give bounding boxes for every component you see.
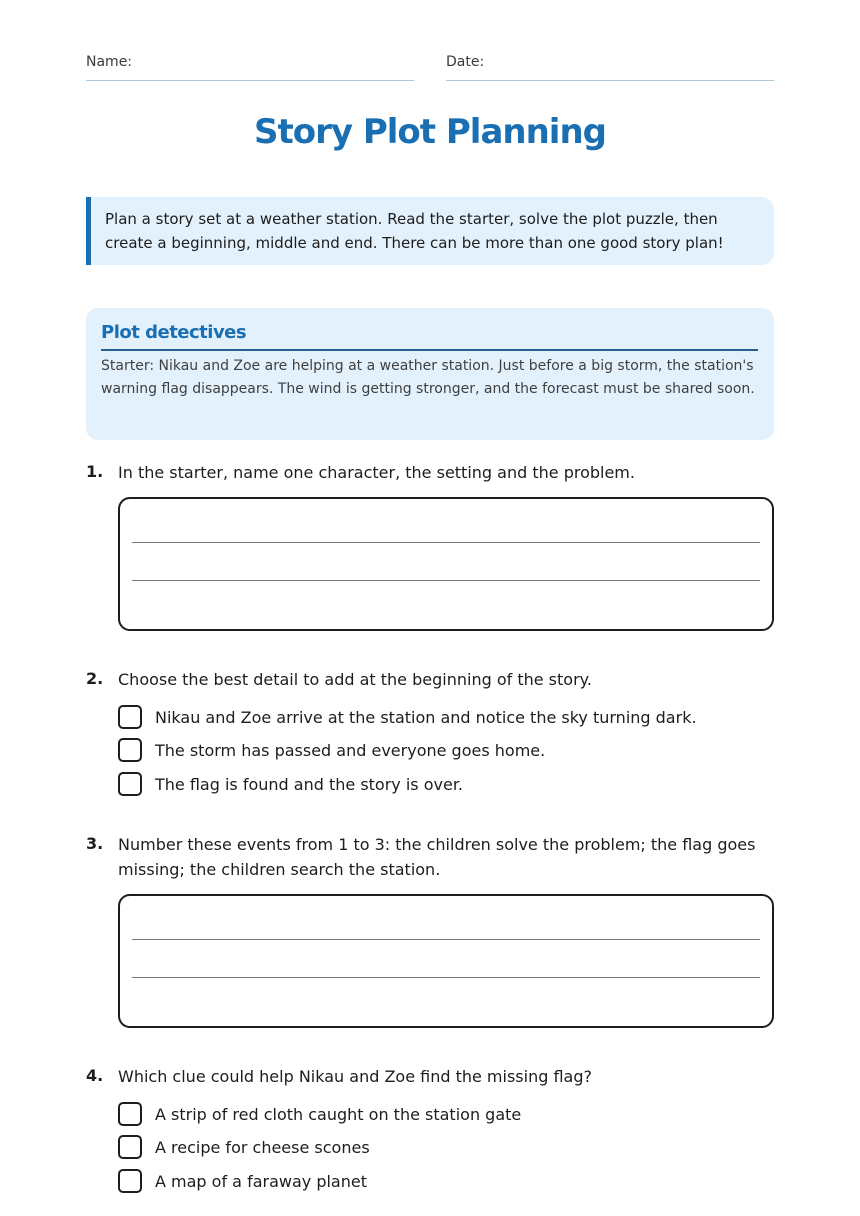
name-field[interactable]: [86, 54, 414, 81]
checkbox[interactable]: [118, 772, 142, 796]
checkbox[interactable]: [118, 1102, 142, 1126]
option-label: Nikau and Zoe arrive at the station and notice the sky turning dark.: [155, 707, 697, 727]
name-label: Name:: [86, 54, 133, 70]
plot-detectives-heading: Plot detectives: [101, 322, 758, 351]
option-label: A recipe for cheese scones: [155, 1137, 370, 1157]
option-label: A strip of red cloth caught on the station gate: [155, 1104, 522, 1124]
story-starter-text: Starter: Nikau and Zoe are helping at a weather station. Just before a big storm, the station's warning flag disappears. The wind is getting stronger, and the forecast must be shared soon.: [101, 358, 755, 397]
question-1-number: 1.: [86, 462, 104, 481]
answer-line: [132, 542, 760, 543]
checkbox[interactable]: [118, 738, 142, 762]
question-2-text: Choose the best detail to add at the beginning of the story.: [118, 670, 592, 689]
option-label: A map of a faraway planet: [155, 1171, 367, 1191]
question-4-text: Which clue could help Nikau and Zoe find the missing flag?: [118, 1067, 592, 1086]
checkbox[interactable]: [118, 1169, 142, 1193]
question-4-number: 4.: [86, 1066, 104, 1085]
answer-line: [132, 977, 760, 978]
question-4-option-1[interactable]: [118, 1101, 521, 1127]
intro-text: Plan a story set at a weather station. Read the starter, solve the plot puzzle, then create a beginning, middle and end. There can be more than one good story plan!: [105, 210, 724, 252]
option-label: The storm has passed and everyone goes home.: [155, 740, 546, 760]
plot-detectives-box: [86, 308, 774, 440]
answer-line: [132, 939, 760, 940]
question-2-option-3[interactable]: [118, 771, 463, 797]
option-label: The flag is found and the story is over.: [155, 774, 464, 794]
question-4-option-2[interactable]: [118, 1134, 370, 1160]
checkbox[interactable]: [118, 705, 142, 729]
date-label: Date:: [446, 54, 485, 70]
question-4-option-3[interactable]: [118, 1168, 367, 1194]
question-3-text: Number these events from 1 to 3: the children solve the problem; the flag goes missing; the children search the station.: [118, 835, 756, 879]
question-1-text: In the starter, name one character, the setting and the problem.: [118, 463, 635, 482]
question-3-answer-box[interactable]: [118, 894, 774, 1028]
intro-box: [86, 197, 774, 265]
question-1-answer-box[interactable]: [118, 497, 774, 631]
checkbox[interactable]: [118, 1135, 142, 1159]
answer-line: [132, 580, 760, 581]
question-3-number: 3.: [86, 834, 104, 853]
worksheet-title: Story Plot Planning: [253, 112, 606, 152]
question-2-number: 2.: [86, 669, 104, 688]
question-2-option-2[interactable]: [118, 737, 545, 763]
date-field[interactable]: [446, 54, 774, 81]
question-2-option-1[interactable]: [118, 704, 697, 730]
